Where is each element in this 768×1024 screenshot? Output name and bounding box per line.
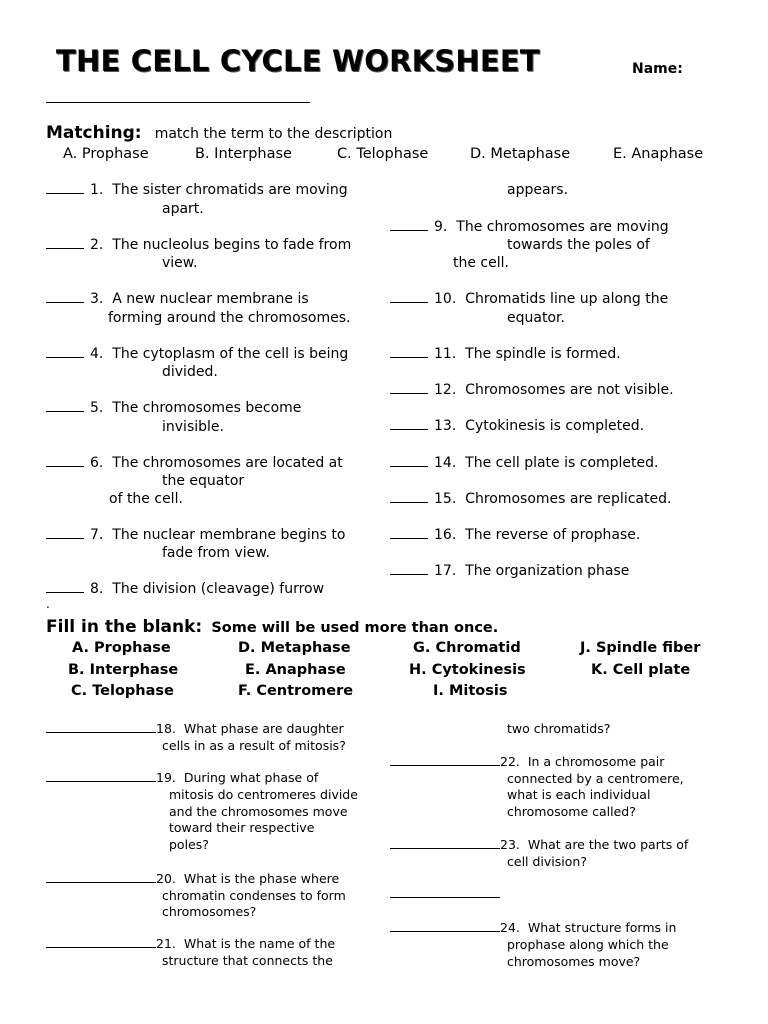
name-input-line[interactable]: [46, 102, 310, 103]
question-23-second-blank: [390, 886, 500, 903]
matching-heading: Matching:: [46, 123, 142, 143]
question-24-cont2: chromosomes move?: [507, 954, 641, 969]
matching-item-7-cont: fade from view.: [162, 545, 270, 561]
question-21-cont2: two chromatids?: [507, 721, 611, 736]
fill-option-d: D. Metaphase: [238, 640, 351, 656]
fill-option-j: J. Spindle fiber: [580, 640, 701, 656]
question-20: 20. What is the phase where: [46, 871, 339, 888]
question-18-cont: cells in as a result of mitosis?: [162, 738, 346, 753]
answer-blank[interactable]: [390, 466, 428, 467]
answer-blank[interactable]: [390, 848, 500, 849]
matching-item-5: 5. The chromosomes become: [46, 399, 301, 417]
answer-blank[interactable]: [390, 502, 428, 503]
question-21-cont1: structure that connects the: [162, 953, 333, 968]
answer-blank[interactable]: [390, 897, 500, 898]
question-19-cont2: and the chromosomes move: [169, 804, 348, 819]
fill-option-g: G. Chromatid: [413, 640, 521, 656]
matching-item-14: 14. The cell plate is completed.: [390, 454, 658, 472]
matching-item-9-cont: towards the poles of: [507, 237, 650, 253]
matching-item-3: 3. A new nuclear membrane is: [46, 290, 309, 308]
fill-option-i: I. Mitosis: [433, 683, 508, 699]
matching-item-8: 8. The division (cleavage) furrow: [46, 580, 324, 598]
fill-option-k: K. Cell plate: [591, 662, 691, 678]
question-20-cont2: chromosomes?: [162, 904, 257, 919]
matching-option-c: C. Telophase: [337, 146, 429, 162]
matching-item-2-cont: view.: [162, 255, 198, 271]
stray-mark: .: [46, 597, 50, 611]
matching-instruction: match the term to the description: [154, 126, 393, 142]
fill-option-b: B. Interphase: [68, 662, 179, 678]
question-22-cont2: what is each individual: [507, 787, 651, 802]
matching-item-7: 7. The nuclear membrane begins to: [46, 526, 345, 544]
question-20-cont1: chromatin condenses to form: [162, 888, 346, 903]
fill-option-a: A. Prophase: [72, 640, 171, 656]
question-24: 24. What structure forms in: [390, 920, 676, 937]
matching-item-12: 12. Chromosomes are not visible.: [390, 381, 674, 399]
question-23: 23. What are the two parts of: [390, 837, 688, 854]
matching-item-10: 10. Chromatids line up along the: [390, 290, 668, 308]
matching-item-13: 13. Cytokinesis is completed.: [390, 417, 644, 435]
answer-blank[interactable]: [390, 429, 428, 430]
answer-blank[interactable]: [390, 357, 428, 358]
answer-blank[interactable]: [46, 947, 156, 948]
matching-item-5-cont: invisible.: [162, 419, 224, 435]
answer-blank[interactable]: [46, 781, 156, 782]
worksheet-title: THE CELL CYCLE WORKSHEET: [56, 44, 540, 78]
matching-item-9-cont2: the cell.: [453, 255, 509, 271]
question-24-cont1: prophase along which the: [507, 937, 669, 952]
matching-item-8-cont: appears.: [507, 182, 569, 198]
matching-item-6-cont: the equator: [162, 473, 245, 489]
question-23-cont: cell division?: [507, 854, 587, 869]
matching-item-9: 9. The chromosomes are moving: [390, 218, 669, 236]
matching-item-11: 11. The spindle is formed.: [390, 345, 621, 363]
fill-blank-instruction: Some will be used more than once.: [211, 620, 499, 636]
fill-option-c: C. Telophase: [71, 683, 174, 699]
matching-item-4: 4. The cytoplasm of the cell is being: [46, 345, 348, 363]
answer-blank[interactable]: [46, 357, 84, 358]
matching-item-16: 16. The reverse of prophase.: [390, 526, 640, 544]
question-22-cont3: chromosome called?: [507, 804, 636, 819]
matching-item-17: 17. The organization phase: [390, 562, 629, 580]
question-22: 22. In a chromosome pair: [390, 754, 664, 771]
answer-blank[interactable]: [46, 248, 84, 249]
matching-item-1-cont: apart.: [162, 201, 204, 217]
matching-item-4-cont: divided.: [162, 364, 218, 380]
question-21: 21. What is the name of the: [46, 936, 335, 953]
matching-item-6: 6. The chromosomes are located at: [46, 454, 343, 472]
matching-item-3-cont: forming around the chromosomes.: [108, 310, 351, 326]
answer-blank[interactable]: [46, 538, 84, 539]
answer-blank[interactable]: [46, 411, 84, 412]
question-19-cont1: mitosis do centromeres divide: [169, 787, 358, 802]
answer-blank[interactable]: [46, 193, 84, 194]
question-19-cont4: poles?: [169, 837, 209, 852]
question-18: 18. What phase are daughter: [46, 721, 344, 738]
answer-blank[interactable]: [390, 230, 428, 231]
matching-item-6-cont2: of the cell.: [109, 491, 183, 507]
answer-blank[interactable]: [46, 302, 84, 303]
name-label: Name:: [632, 61, 683, 77]
question-19-cont3: toward their respective: [169, 820, 315, 835]
answer-blank[interactable]: [46, 882, 156, 883]
answer-blank[interactable]: [390, 574, 428, 575]
answer-blank[interactable]: [46, 592, 84, 593]
matching-item-2: 2. The nucleolus begins to fade from: [46, 236, 351, 254]
answer-blank[interactable]: [390, 302, 428, 303]
answer-blank[interactable]: [390, 765, 500, 766]
answer-blank[interactable]: [390, 538, 428, 539]
answer-blank[interactable]: [46, 732, 156, 733]
fill-option-e: E. Anaphase: [245, 662, 346, 678]
fill-option-f: F. Centromere: [238, 683, 354, 699]
answer-blank[interactable]: [390, 931, 500, 932]
answer-blank[interactable]: [46, 466, 84, 467]
matching-option-a: A. Prophase: [63, 146, 149, 162]
matching-option-b: B. Interphase: [195, 146, 292, 162]
matching-option-d: D. Metaphase: [470, 146, 571, 162]
question-19: 19. During what phase of: [46, 770, 318, 787]
answer-blank[interactable]: [390, 393, 428, 394]
matching-item-1: 1. The sister chromatids are moving: [46, 181, 348, 199]
matching-item-10-cont: equator.: [507, 310, 565, 326]
question-22-cont1: connected by a centromere,: [507, 771, 684, 786]
matching-item-15: 15. Chromosomes are replicated.: [390, 490, 671, 508]
matching-option-e: E. Anaphase: [613, 146, 704, 162]
fill-blank-heading: Fill in the blank:: [46, 617, 203, 637]
matching-heading-row: [46, 123, 392, 143]
fill-blank-heading-row: [46, 617, 498, 637]
fill-option-h: H. Cytokinesis: [409, 662, 526, 678]
